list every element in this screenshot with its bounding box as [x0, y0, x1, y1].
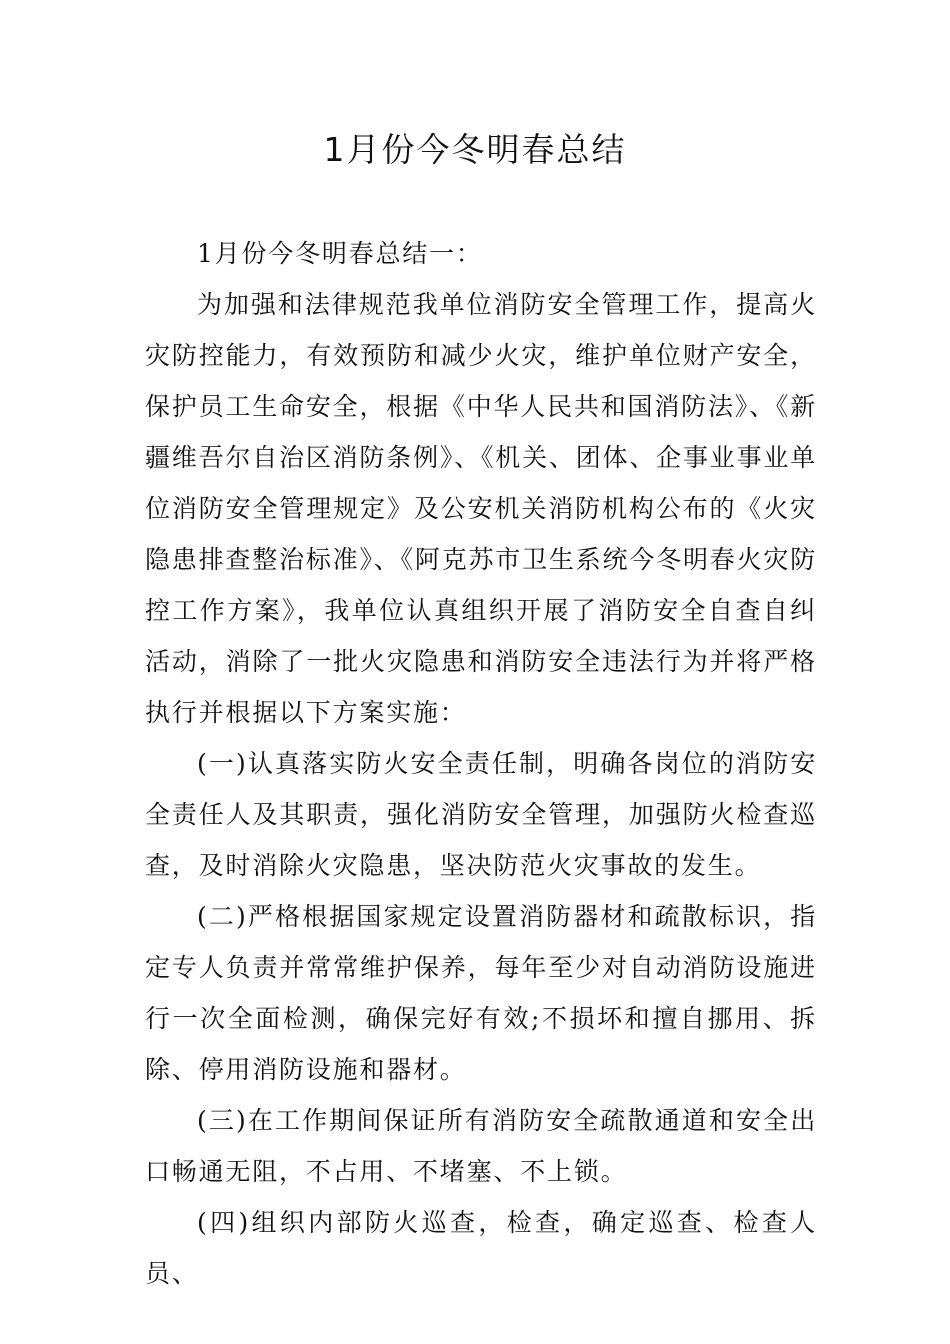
document-body: [145, 228, 817, 1299]
document-title: 1月份今冬明春总结: [323, 130, 627, 169]
paragraph-intro: 为加强和法律规范我单位消防安全管理工作，提高火灾防控能力，有效预防和减少火灾，维护单位财产安全，保护员工生命安全，根据《中华人民共和国消防法》、《新疆维吾尔自治区消防条例》、《机关、团体、企事业事业单位消防安全管理规定》及公安机关消防机构公布的《火灾隐患排查整治标准》、《阿克苏市卫生系统今冬明春火灾防控工作方案》，我单位认真组织开展了消防安全自查自纠活动，消除了一批火灾隐患和消防安全违法行为并将严格执行并根据以下方案实施：: [145, 290, 817, 727]
subheading: 1月份今冬明春总结一：: [197, 239, 483, 268]
paragraph-item-1: (一)认真落实防火安全责任制，明确各岗位的消防安全责任人及其职责，强化消防安全管理，加强防火检查巡查，及时消除火灾隐患，坚决防范火灾事故的发生。: [145, 749, 817, 880]
paragraph-item-2: (二)严格根据国家规定设置消防器材和疏散标识，指定专人负责并常常维护保养，每年至少对自动消防设施进行一次全面检测，确保完好有效;不损坏和擅自挪用、拆除、停用消防设施和器材。: [145, 902, 817, 1084]
paragraph-item-4: (四)组织内部防火巡查，检查，确定巡查、检查人员、: [145, 1208, 817, 1288]
paragraph-item-3: (三)在工作期间保证所有消防安全疏散通道和安全出口畅通无阻，不占用、不堵塞、不上锁。: [145, 1106, 817, 1186]
